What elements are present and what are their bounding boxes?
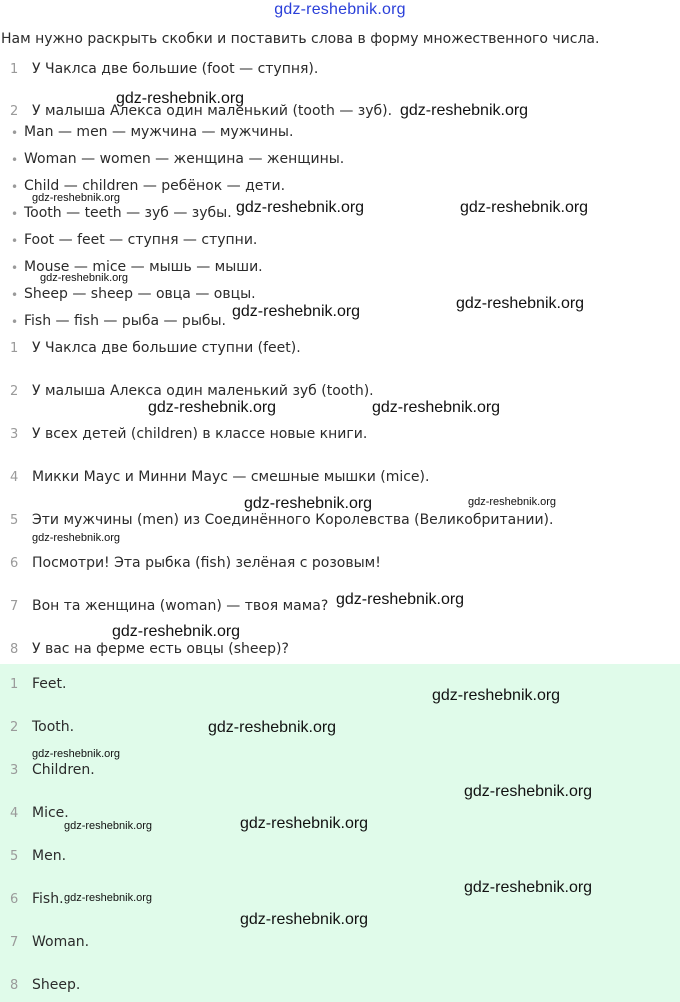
bullet-icon: • bbox=[11, 315, 19, 329]
answer-number: 5 bbox=[10, 849, 19, 864]
answer-text: Woman. bbox=[32, 934, 90, 950]
answer-number: 7 bbox=[10, 935, 19, 950]
watermark: gdz-reshebnik.org bbox=[464, 879, 593, 896]
vocabulary-item: Man — men — мужчина — мужчины. bbox=[24, 124, 294, 140]
vocabulary-item: Fish — fish — рыба — рыбы. bbox=[24, 313, 227, 329]
bullet-icon: • bbox=[11, 180, 19, 194]
sentence-text: Посмотри! Эта рыбка (fish) зелёная с розовым! bbox=[32, 555, 381, 571]
hint-number: 1 bbox=[10, 62, 19, 77]
watermark: gdz-reshebnik.org bbox=[468, 496, 557, 508]
bullet-icon: • bbox=[11, 207, 19, 221]
sentence-number: 6 bbox=[10, 556, 19, 571]
watermark: gdz-reshebnik.org bbox=[64, 820, 153, 832]
sentence-text: Микки Маус и Минни Маус — смешные мышки (mice). bbox=[32, 469, 430, 485]
sentence-number: 5 bbox=[10, 513, 19, 528]
watermark: gdz-reshebnik.org bbox=[236, 199, 365, 216]
answer-text: Sheep. bbox=[32, 977, 81, 993]
watermark: gdz-reshebnik.org bbox=[148, 399, 277, 416]
vocabulary-item: Child — children — ребёнок — дети. bbox=[24, 178, 286, 194]
sentence-text: У Чаклса две большие ступни (feet). bbox=[32, 340, 301, 356]
watermark: gdz-reshebnik.org bbox=[336, 591, 465, 608]
vocabulary-item: Mouse — mice — мышь — мыши. bbox=[24, 259, 263, 275]
answer-number: 8 bbox=[10, 978, 19, 993]
bullet-icon: • bbox=[11, 234, 19, 248]
task-intro: Нам нужно раскрыть скобки и поставить слова в форму множественного числа. bbox=[1, 31, 600, 47]
answer-number: 1 bbox=[10, 677, 19, 692]
answer-text: Tooth. bbox=[32, 719, 75, 735]
watermark: gdz-reshebnik.org bbox=[208, 719, 337, 736]
watermark: gdz-reshebnik.org bbox=[64, 892, 153, 904]
watermark: gdz-reshebnik.org bbox=[240, 815, 369, 832]
answer-number: 6 bbox=[10, 892, 19, 907]
watermark: gdz-reshebnik.org bbox=[32, 192, 121, 204]
sentence-number: 1 bbox=[10, 341, 19, 356]
sentence-number: 8 bbox=[10, 642, 19, 657]
sentence-text: У всех детей (children) в классе новые книги. bbox=[32, 426, 368, 442]
watermark: gdz-reshebnik.org bbox=[464, 783, 593, 800]
watermark: gdz-reshebnik.org bbox=[240, 911, 369, 928]
answer-number: 2 bbox=[10, 720, 19, 735]
sentence-number: 2 bbox=[10, 384, 19, 399]
sentence-text: Вон та женщина (woman) — твоя мама? bbox=[32, 598, 329, 614]
hint-text: У Чаклса две большие (foot — ступня). bbox=[32, 61, 319, 77]
watermark: gdz-reshebnik.org bbox=[40, 272, 129, 284]
sentence-text: Эти мужчины (men) из Соединённого Королевства (Великобритании). bbox=[32, 512, 554, 528]
site-header-link[interactable]: gdz-reshebnik.org bbox=[274, 1, 406, 18]
vocabulary-item: Tooth — teeth — зуб — зубы. bbox=[24, 205, 232, 221]
answer-number: 3 bbox=[10, 763, 19, 778]
vocabulary-item: Sheep — sheep — овца — овцы. bbox=[24, 286, 256, 302]
watermark: gdz-reshebnik.org bbox=[112, 623, 241, 640]
vocabulary-item: Foot — feet — ступня — ступни. bbox=[24, 232, 258, 248]
watermark: gdz-reshebnik.org bbox=[372, 399, 501, 416]
watermark: gdz-reshebnik.org bbox=[244, 495, 373, 512]
bullet-icon: • bbox=[11, 288, 19, 302]
watermark: gdz-reshebnik.org bbox=[116, 90, 245, 107]
answers-panel bbox=[0, 664, 680, 1002]
bullet-icon: • bbox=[11, 153, 19, 167]
watermark: gdz-reshebnik.org bbox=[400, 102, 529, 119]
sentence-number: 4 bbox=[10, 470, 19, 485]
watermark: gdz-reshebnik.org bbox=[32, 532, 121, 544]
vocabulary-item: Woman — women — женщина — женщины. bbox=[24, 151, 345, 167]
sentence-text: У вас на ферме есть овцы (sheep)? bbox=[32, 641, 289, 657]
answer-number: 4 bbox=[10, 806, 19, 821]
bullet-icon: • bbox=[11, 126, 19, 140]
sentence-number: 3 bbox=[10, 427, 19, 442]
watermark: gdz-reshebnik.org bbox=[232, 303, 361, 320]
hint-text: У малыша Алекса один маленький (tooth — зуб). bbox=[32, 103, 393, 119]
answer-text: Fish. bbox=[32, 891, 64, 907]
watermark: gdz-reshebnik.org bbox=[456, 295, 585, 312]
answer-text: Mice. bbox=[32, 805, 69, 821]
sentence-number: 7 bbox=[10, 599, 19, 614]
watermark: gdz-reshebnik.org bbox=[32, 748, 121, 760]
watermark: gdz-reshebnik.org bbox=[460, 199, 589, 216]
bullet-icon: • bbox=[11, 261, 19, 275]
answer-text: Children. bbox=[32, 762, 95, 778]
sentence-text: У малыша Алекса один маленький зуб (tooth). bbox=[32, 383, 374, 399]
hint-number: 2 bbox=[10, 104, 19, 119]
answer-text: Men. bbox=[32, 848, 67, 864]
watermark: gdz-reshebnik.org bbox=[432, 687, 561, 704]
answer-text: Feet. bbox=[32, 676, 67, 692]
